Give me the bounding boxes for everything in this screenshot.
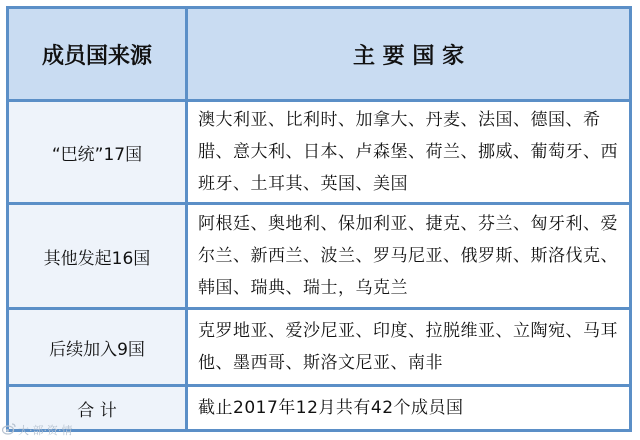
row-total-value: 截止2017年12月共有42个成员国 [188, 387, 629, 429]
row-countries-cocom: 澳大利亚、比利时、加拿大、丹麦、法国、德国、希腊、意大利、日本、卢森堡、荷兰、挪威、葡萄牙、西班牙、土耳其、英国、美国 [188, 102, 629, 202]
row-label-later: 后续加入9国 [9, 310, 185, 384]
row-label-total: 合 计 [9, 387, 185, 429]
row-label-cocom: “巴统”17国 [9, 102, 185, 202]
row-label-founders: 其他发起16国 [9, 205, 185, 307]
header-source: 成员国来源 [9, 9, 185, 99]
weibo-icon [2, 423, 16, 438]
row-countries-later: 克罗地亚、爱沙尼亚、印度、拉脱维亚、立陶宛、马耳他、墨西哥、斯洛文尼亚、南非 [188, 310, 629, 384]
header-main-countries: 主 要 国 家 [188, 9, 629, 99]
watermark-text: 大·部·资·情 [18, 424, 73, 437]
watermark [2, 422, 73, 438]
row-countries-founders: 阿根廷、奥地利、保加利亚、捷克、芬兰、匈牙利、爱尔兰、新西兰、波兰、罗马尼亚、俄罗斯、斯洛伐克、韩国、瑞典、瑞士，乌克兰 [188, 205, 629, 307]
member-countries-table [6, 6, 632, 432]
